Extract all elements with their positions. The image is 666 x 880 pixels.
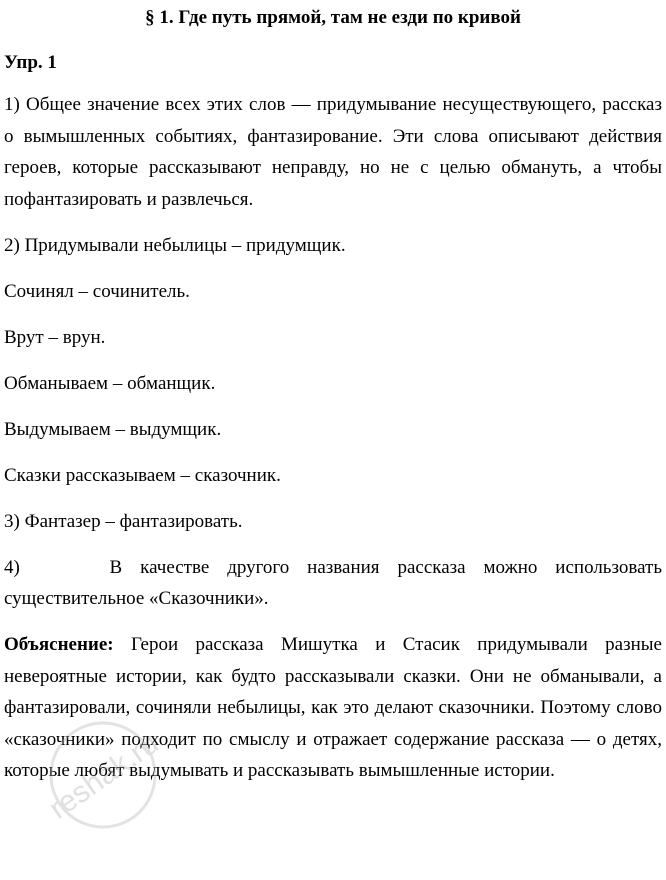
answer-line-composed: Сочинял – сочинитель.: [4, 280, 190, 302]
section-title: § 1. Где путь прямой, там не езди по кривой: [145, 7, 521, 28]
answer-line-deceive: Обманываем – обманщик.: [4, 372, 216, 394]
answer-line-invent: Выдумываем – выдумщик.: [4, 418, 222, 440]
explanation-paragraph: [4, 629, 662, 787]
watermark-text: reshak.ru: [43, 726, 165, 826]
answer-paragraph-1: 1) Общее значение всех этих слов — придумывание несуществующего, рассказ о вымышленных событиях, фантазирование. Эти слова описывают действия героев, которые рассказывают неправду, но не с целью обмануть, а чтобы пофантазировать и развлечься.: [4, 94, 662, 210]
explanation-text: Герои рассказа Мишутка и Стасик придумывали разные невероятные истории, как будто рассказывали сказки. Они не обманывали, а фантазировали, сочиняли небылицы, как это делают сказочники. Поэтому слово «сказочники» подходит по смыслу и отражает содержание рассказа — о детях, которые любят выдумывать и рассказывать вымышленные истории.: [4, 634, 662, 781]
exercise-label: Упр. 1: [4, 52, 57, 73]
answer-line-lie: Врут – врун.: [4, 326, 106, 348]
answer-paragraph-4: [4, 552, 662, 615]
answer-paragraph-4-line-1: 4) В качестве другого названия рассказа можно использовать: [4, 556, 662, 578]
explanation-label: Объяснение:: [4, 634, 114, 655]
answer-line-tales: Сказки рассказываем – сказочник.: [4, 464, 281, 486]
answer-paragraph-4-line-2: существительное «Сказочники».: [4, 588, 269, 609]
answer-paragraph-2: 2) Придумывали небылицы – придумщик.: [4, 234, 346, 256]
answer-paragraph-3: 3) Фантазер – фантазировать.: [4, 510, 243, 532]
